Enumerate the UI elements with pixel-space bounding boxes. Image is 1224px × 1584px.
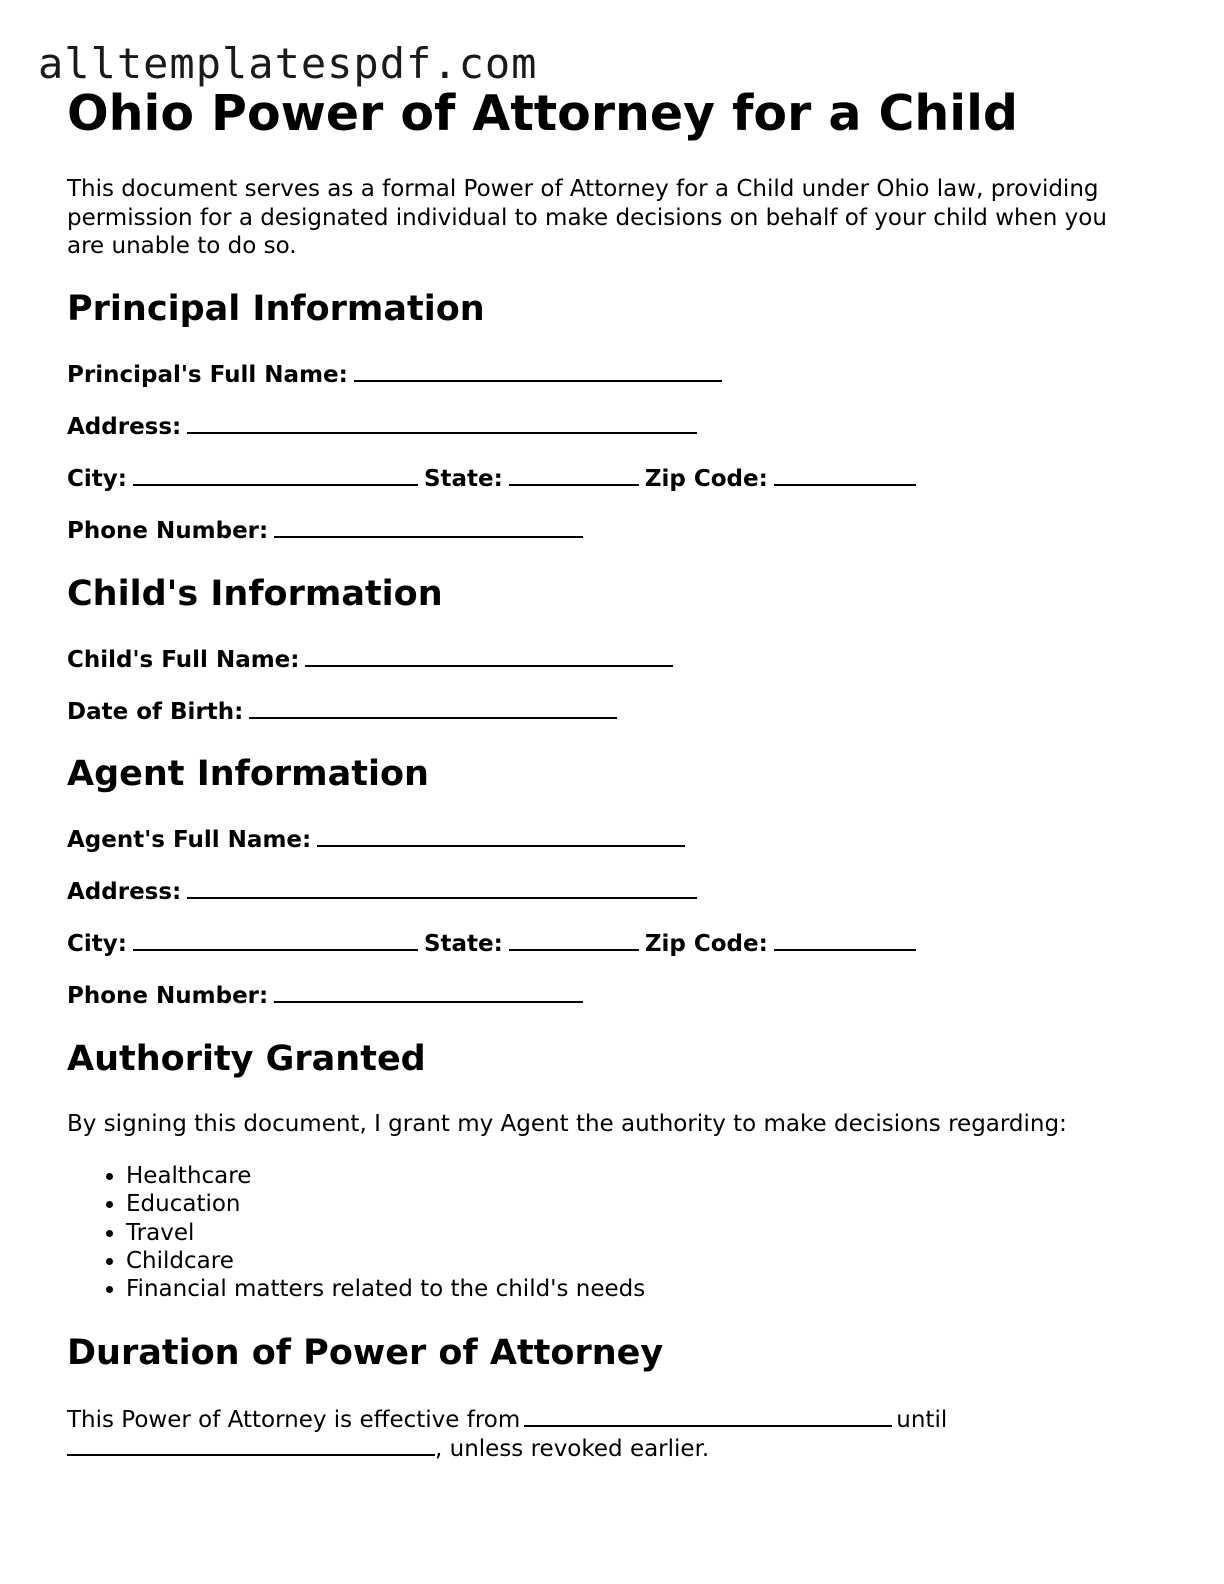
agent-phone-label: Phone Number: [67,983,269,1009]
principal-heading: Principal Information [67,289,485,329]
authority-intro: By signing this document, I grant my Agent the authority to make decisions regarding: [67,1111,1067,1137]
authority-item: • Travel [126,1219,645,1247]
principal-name-row [67,360,728,390]
page-title: Ohio Power of Attorney for a Child [67,85,1018,142]
agent-heading: Agent Information [67,754,429,794]
agent-phone-row [67,981,589,1011]
principal-address-field[interactable] [187,412,697,434]
principal-name-field[interactable] [354,360,722,382]
agent-city-field[interactable] [133,929,418,951]
principal-phone-field[interactable] [274,516,583,538]
duration-paragraph [67,1405,1157,1463]
authority-list [67,1162,645,1303]
intro-paragraph: This document serves as a formal Power of Attorney for a Child under Ohio law, providing permission for a designated individual to make decisions on behalf of your child when you are unable to do so. [67,176,1107,259]
principal-city-row [67,464,922,494]
principal-zip-label: Zip Code: [644,466,768,492]
authority-heading: Authority Granted [67,1039,426,1079]
agent-address-row [67,877,703,907]
duration-text-end: , unless revoked earlier. [435,1436,710,1462]
principal-phone-label: Phone Number: [67,518,269,544]
agent-zip-field[interactable] [774,929,916,951]
agent-zip-label: Zip Code: [644,931,768,957]
agent-state-label: State: [423,931,503,957]
child-dob-row [67,697,623,727]
principal-city-field[interactable] [133,464,418,486]
principal-city-label: City: [67,466,127,492]
duration-text-until: until [896,1407,948,1433]
duration-end-field[interactable] [67,1434,435,1456]
authority-item: • Financial matters related to the child's needs [126,1275,645,1303]
agent-city-label: City: [67,931,127,957]
child-dob-label: Date of Birth: [67,699,244,725]
principal-state-label: State: [423,466,503,492]
authority-item: • Childcare [126,1247,645,1275]
principal-zip-field[interactable] [774,464,916,486]
child-heading: Child's Information [67,574,443,614]
authority-item: • Education [126,1190,645,1218]
watermark: alltemplatespdf.com [38,39,538,88]
child-name-label: Child's Full Name: [67,647,300,673]
agent-phone-field[interactable] [274,981,583,1003]
child-dob-field[interactable] [249,697,617,719]
child-name-row [67,645,679,675]
agent-address-field[interactable] [187,877,697,899]
duration-start-field[interactable] [524,1405,892,1427]
agent-name-label: Agent's Full Name: [67,827,312,853]
principal-phone-row [67,516,589,546]
duration-heading: Duration of Power of Attorney [67,1333,664,1373]
principal-name-label: Principal's Full Name: [67,362,348,388]
agent-name-row [67,825,691,855]
principal-state-field[interactable] [509,464,639,486]
principal-address-row [67,412,703,442]
agent-address-label: Address: [67,879,182,905]
principal-address-label: Address: [67,414,182,440]
agent-state-field[interactable] [509,929,639,951]
authority-item: • Healthcare [126,1162,645,1190]
duration-text-start: This Power of Attorney is effective from [67,1407,521,1433]
agent-name-field[interactable] [317,825,685,847]
agent-city-row [67,929,922,959]
child-name-field[interactable] [305,645,673,667]
